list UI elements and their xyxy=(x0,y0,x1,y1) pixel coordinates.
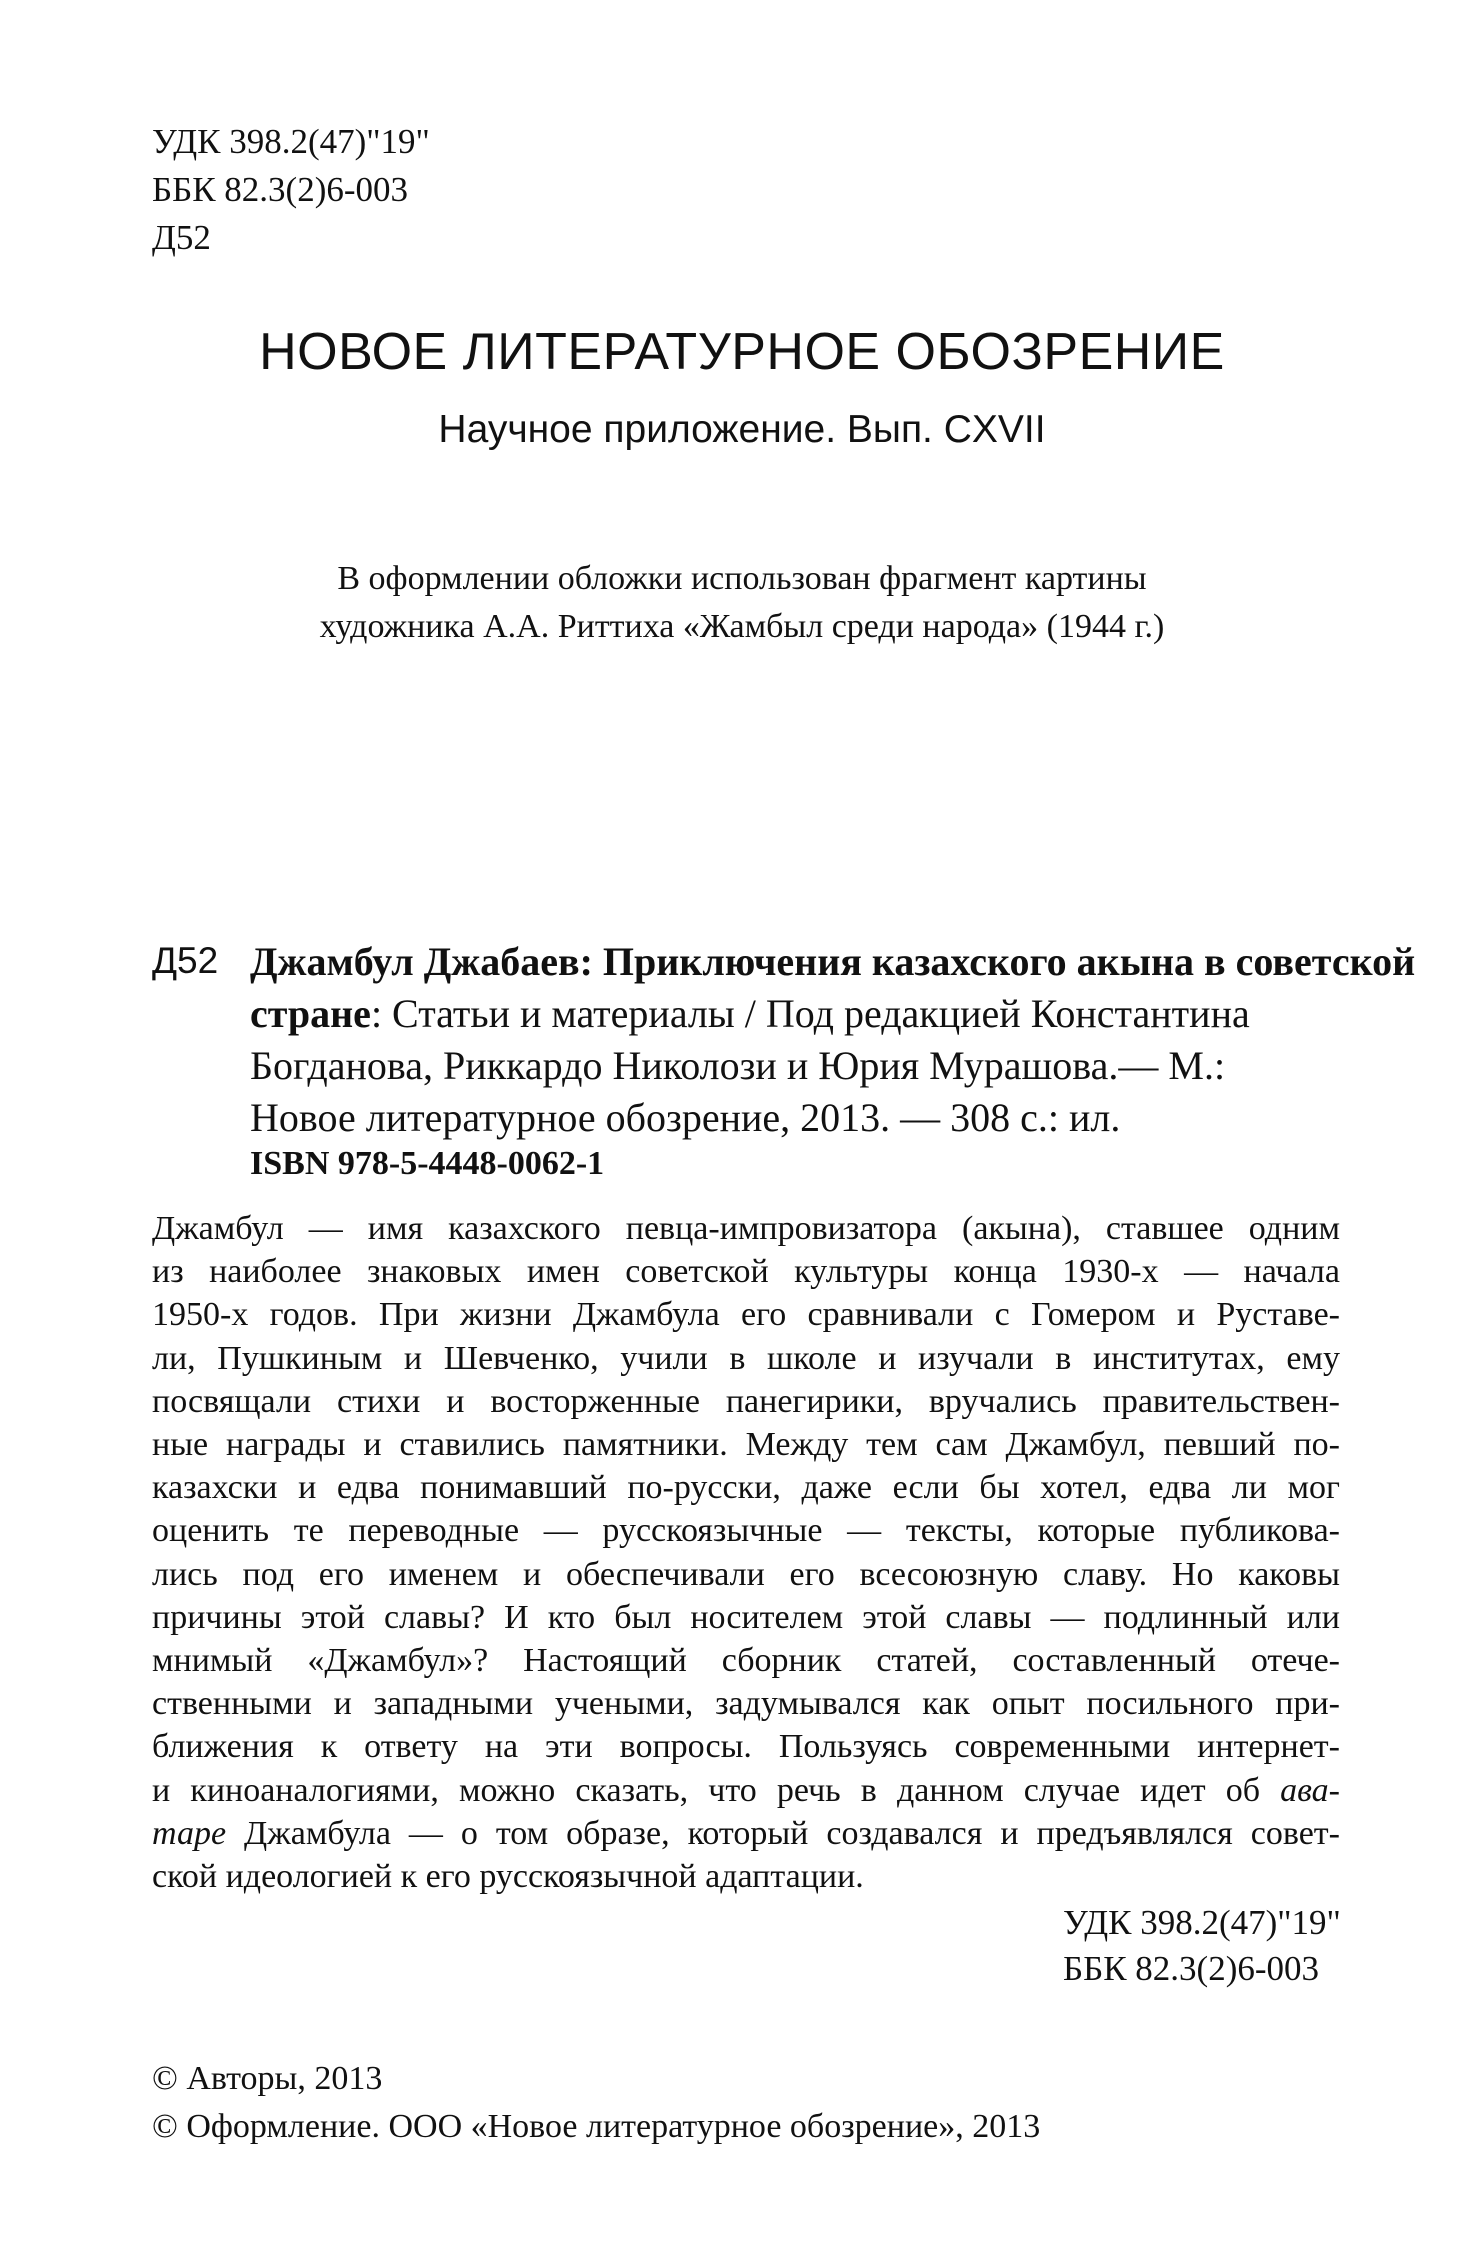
bbk-code: ББК 82.3(2)6-003 xyxy=(1063,1949,1320,1988)
abstract-line: посвящали стихи и восторженные панегирики, вручались правительствен- xyxy=(152,1382,1340,1420)
abstract-line: лись под его именем и обеспечивали его всесоюзную славу. Но каковы xyxy=(152,1555,1340,1593)
udk-code: УДК 398.2(47)"19" xyxy=(152,122,430,161)
abstract-line-text: и киноаналогиями, можно сказать, что речь в данном случае идет об xyxy=(152,1771,1281,1809)
abstract-line-text: Джамбула — о том образе, который создавался и предъявлялся совет- xyxy=(226,1814,1340,1852)
abstract-line-with-italic xyxy=(152,1812,1340,1855)
copyright-block xyxy=(152,2055,1040,2151)
footer-classification-codes xyxy=(1063,1900,1341,1992)
series-title: НОВОЕ ЛИТЕРАТУРНОЕ ОБОЗРЕНИЕ xyxy=(259,323,1225,381)
abstract-last-line: ской идеологией к его русскоязычной адаптации. xyxy=(152,1858,864,1896)
biblio-line-3: Богданова, Риккардо Николози и Юрия Мурашова.— М.: xyxy=(250,1043,1226,1088)
abstract-line: мнимый «Джамбул»? Настоящий сборник статей, составленный отече- xyxy=(152,1642,1340,1680)
abstract-line: 1950-х годов. При жизни Джамбула его сравнивали с Гомером и Руставе- xyxy=(152,1296,1340,1334)
catalog-code: Д52 xyxy=(152,940,219,981)
abstract-line: Джамбул — имя казахского певца-импровизатора (акына), ставшее одним xyxy=(152,1210,1340,1247)
book-title-part-1: Джамбул Джабаев: Приключения казахского акына в советской xyxy=(250,939,1416,984)
biblio-line-1 xyxy=(250,936,1416,988)
italic-word-part-1: ава- xyxy=(1280,1771,1340,1809)
series-subtitle: Научное приложение. Вып. CXVII xyxy=(438,408,1046,451)
header-classification-codes xyxy=(152,118,430,262)
author-mark: Д52 xyxy=(152,218,211,257)
abstract-line: причины этой славы? И кто был носителем этой славы — подлинный или xyxy=(152,1598,1340,1636)
abstract-line: ные награды и ставились памятники. Между тем сам Джамбул, певший по- xyxy=(152,1426,1340,1464)
abstract-line: оценить те переводные — русскоязычные — тексты, которые публикова- xyxy=(152,1512,1340,1550)
abstract-line: ближения к ответу на эти вопросы. Пользуясь современными интернет- xyxy=(152,1728,1340,1766)
copyright-design: © Оформление. ООО «Новое литературное обозрение», 2013 xyxy=(152,2108,1041,2145)
biblio-line-4: Новое литературное обозрение, 2013. — 308 с.: ил. xyxy=(250,1095,1121,1140)
isbn: ISBN 978-5-4448-0062-1 xyxy=(250,1145,605,1182)
abstract-line-with-italic xyxy=(152,1769,1340,1812)
cover-note-line-1: В оформлении обложки использован фрагмент картины xyxy=(337,560,1147,597)
cover-note-line-2: художника А.А. Риттиха «Жамбыл среди народа» (1944 г.) xyxy=(319,608,1165,645)
cover-note xyxy=(0,555,1484,651)
bbk-code: ББК 82.3(2)6-003 xyxy=(152,170,409,209)
abstract xyxy=(152,1207,1340,1898)
book-title-part-2: стране xyxy=(250,991,371,1036)
abstract-line: из наиболее знаковых имен советской культуры конца 1930-х — начала xyxy=(152,1253,1340,1291)
abstract-line: ли, Пушкиным и Шевченко, учили в школе и изучали в институтах, ему xyxy=(152,1339,1340,1377)
abstract-line: казахски и едва понимавший по-русски, даже если бы хотел, едва ли мог xyxy=(152,1469,1340,1507)
biblio-line-2 xyxy=(250,988,1340,1040)
abstract-line: ственными и западными учеными, задумывался как опыт посильного при- xyxy=(152,1685,1340,1723)
bibliographic-record xyxy=(250,936,1416,1144)
udk-code: УДК 398.2(47)"19" xyxy=(1063,1903,1341,1942)
biblio-line-2-rest: : Статьи и материалы / Под редакцией Константина xyxy=(370,991,1250,1036)
italic-word-part-2: таре xyxy=(152,1814,227,1852)
copyright-authors: © Авторы, 2013 xyxy=(152,2060,383,2097)
